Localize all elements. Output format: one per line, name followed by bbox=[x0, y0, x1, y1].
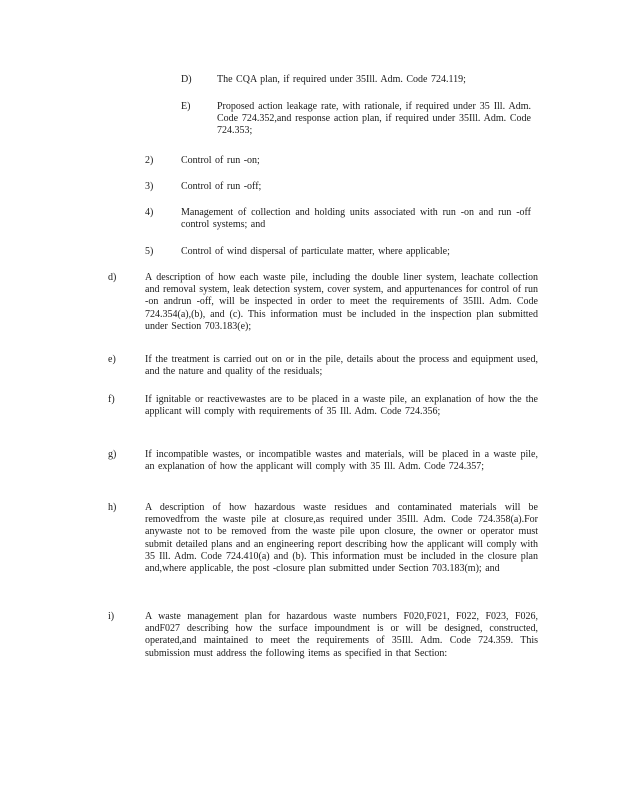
list-item-h bbox=[108, 502, 538, 575]
list-item-d bbox=[108, 272, 538, 333]
item-label: D) bbox=[181, 74, 192, 85]
list-item-i bbox=[108, 611, 538, 660]
item-text: If ignitable or reactivewastes are to be placed in a waste pile, an explanation of how the the applicant will comply with requirements of 35 Ill. Adm. Code 724.356; bbox=[145, 394, 538, 418]
list-item-2 bbox=[145, 155, 531, 167]
item-text: Control of run -on; bbox=[181, 155, 260, 166]
item-label: 4) bbox=[145, 207, 154, 218]
list-item-e bbox=[108, 354, 538, 378]
item-label: E) bbox=[181, 101, 191, 112]
item-label: f) bbox=[108, 394, 115, 405]
item-text: A waste management plan for hazardous waste numbers F020,F021, F022, F023, F026, andF027 describing how the surface impoundment is or will be designed, constructed, operated,and maintained to meet the requirements of 35Ill. Adm. Code 724.359. This submission must address the following items as specified in that Section: bbox=[145, 611, 538, 659]
item-text: Management of collection and holding units associated with run -on and run -off control systems; and bbox=[181, 207, 531, 231]
item-text: Proposed action leakage rate, with rationale, if required under 35 Ill. Adm. Code 724.352,and response action plan, if required under 35Ill. Adm. Code 724.353; bbox=[217, 101, 531, 137]
item-text: Control of run -off; bbox=[181, 181, 262, 192]
item-label: 3) bbox=[145, 181, 154, 192]
list-item-g bbox=[108, 449, 538, 473]
item-text: A description of how each waste pile, including the double liner system, leachate collection and removal system, leak detection system, cover system, and appurtenances for control of run -on andrun -off, will be inspected in order to meet the requirements of 35Ill. Adm. Code 724.354(a),(b), and (c). This information must be included in the inspection plan submitted under Section 703.183(e); bbox=[145, 272, 538, 332]
list-item-f bbox=[108, 394, 538, 418]
item-text: If the treatment is carried out on or in the pile, details about the process and equipment used, and the nature and quality of the residuals; bbox=[145, 354, 538, 378]
item-label: i) bbox=[108, 611, 115, 622]
list-item-4 bbox=[145, 207, 531, 231]
item-text: Control of wind dispersal of particulate matter, where applicable; bbox=[181, 246, 450, 257]
list-item-3 bbox=[145, 181, 531, 193]
item-text: If incompatible wastes, or incompatible wastes and materials, will be placed in a waste pile, an explanation of how the applicant will comply with 35 Ill. Adm. Code 724.357; bbox=[145, 449, 538, 473]
item-text: The CQA plan, if required under 35Ill. Adm. Code 724.119; bbox=[217, 74, 466, 85]
item-label: d) bbox=[108, 272, 117, 283]
item-text: A description of how hazardous waste residues and contaminated materials will be removedfrom the waste pile at closure,as required under 35Ill. Adm. Code 724.358(a).For anywaste not to be removed from the waste pile upon closure, the owner or operator must submit detailed plans and an engineering report describing how the applicant will comply with 35 Ill. Adm. Code 724.410(a) and (b). This information must be included in the closure plan and,where applicable, the post -closure plan submitted under Section 703.183(m); and bbox=[145, 502, 538, 575]
list-item-5 bbox=[145, 246, 531, 258]
item-label: h) bbox=[108, 502, 117, 513]
item-label: g) bbox=[108, 449, 117, 460]
item-label: 2) bbox=[145, 155, 154, 166]
list-item-E bbox=[181, 101, 531, 138]
item-label: e) bbox=[108, 354, 116, 365]
list-item-D bbox=[181, 74, 531, 86]
item-label: 5) bbox=[145, 246, 154, 257]
